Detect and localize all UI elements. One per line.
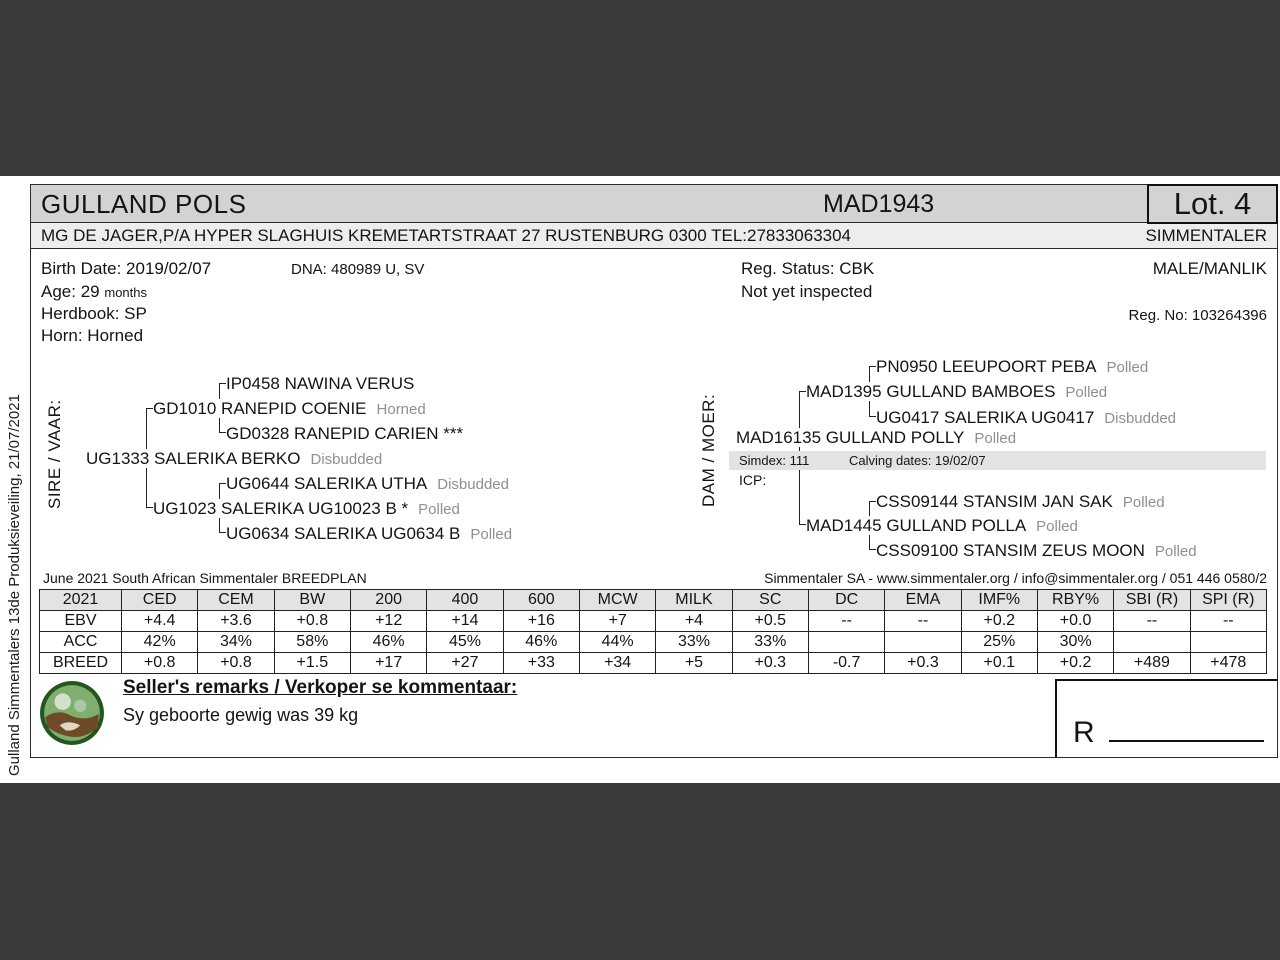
remarks-heading: Seller's remarks / Verkoper se kommentaar: <box>123 677 518 698</box>
sire-dam <box>153 496 464 521</box>
sire-maternal-granddam <box>226 521 516 546</box>
horn-status-tag: Disbudded <box>1104 410 1180 427</box>
age-value: 29 <box>80 282 100 301</box>
breedplan-table <box>39 589 1267 674</box>
column-header: IMF% <box>961 590 1037 611</box>
dam-sire <box>806 379 1111 404</box>
cell: 33% <box>656 632 732 653</box>
horn-status-tag: Polled <box>1106 359 1152 376</box>
column-header: SC <box>732 590 808 611</box>
animal-name: GD0328 RANEPID CARIEN *** <box>226 424 467 443</box>
cell: 46% <box>350 632 426 653</box>
cell: +4.4 <box>122 611 198 632</box>
animal-name: PN0950 LEEUPOORT PEBA <box>876 357 1100 376</box>
calving-dates: Calving dates: 19/02/07 <box>849 453 986 468</box>
cell: 30% <box>1037 632 1113 653</box>
breed-name: SIMMENTALER <box>1145 225 1267 245</box>
cell: +1.5 <box>274 653 350 674</box>
animal-name: MAD1445 GULLAND POLLA <box>806 516 1030 535</box>
animal-id: MAD1943 <box>823 190 935 218</box>
column-header: 2021 <box>40 590 122 611</box>
table-header-row <box>40 590 1267 611</box>
cell: -- <box>808 611 884 632</box>
cell: +0.2 <box>1037 653 1113 674</box>
sire-label: SIRE / VAAR: <box>45 399 64 509</box>
sire-maternal-grandsire <box>226 471 513 496</box>
horn-status-tag: Polled <box>1155 543 1201 560</box>
column-header: SPI (R) <box>1190 590 1266 611</box>
horn-status-tag: Polled <box>1036 518 1082 535</box>
dam-dam <box>806 513 1082 538</box>
dna-info: DNA: 480989 U, SV <box>291 261 425 278</box>
cell <box>808 632 884 653</box>
column-header: SBI (R) <box>1114 590 1190 611</box>
cell: -- <box>1114 611 1190 632</box>
birth-date: Birth Date: 2019/02/07 <box>41 259 212 278</box>
remarks-text: Sy geboorte gewig was 39 kg <box>123 705 359 725</box>
column-header: CEM <box>198 590 274 611</box>
row-label: EBV <box>40 611 122 632</box>
table-row-breed <box>40 653 1267 674</box>
simdex-value: Simdex: 111 <box>739 453 810 468</box>
cell: +0.1 <box>961 653 1037 674</box>
horn-status-tag: Disbudded <box>437 476 513 493</box>
column-header: MCW <box>579 590 655 611</box>
sex: MALE/MANLIK <box>1152 259 1267 278</box>
cell: +0.0 <box>1037 611 1113 632</box>
herdbook: Herdbook: SP <box>41 304 147 323</box>
cell: +16 <box>503 611 579 632</box>
breedplan-title: June 2021 South African Simmentaler BREEDPLAN <box>43 570 367 586</box>
seller-bar <box>31 223 1277 249</box>
row-label: ACC <box>40 632 122 653</box>
price-currency-label: R <box>1073 716 1095 749</box>
horn-status-tag: Polled <box>974 430 1020 447</box>
cell: +17 <box>350 653 426 674</box>
cell: -- <box>1190 611 1266 632</box>
dam-paternal-grandsire <box>876 354 1152 379</box>
sire-paternal-grandsire <box>226 371 428 396</box>
table-row-acc <box>40 632 1267 653</box>
breedplan-caption <box>31 567 1277 589</box>
cell: 45% <box>427 632 503 653</box>
cell: -- <box>885 611 961 632</box>
lot-number-box <box>1147 184 1278 224</box>
reg-number: Reg. No: 103264396 <box>1128 307 1267 324</box>
catalog-page <box>0 176 1280 783</box>
column-header: BW <box>274 590 350 611</box>
column-header: 600 <box>503 590 579 611</box>
cell: 44% <box>579 632 655 653</box>
horn-status-tag: Polled <box>470 526 516 543</box>
animal-name: UG0417 SALERIKA UG0417 <box>876 408 1098 427</box>
cell: +0.8 <box>274 611 350 632</box>
cell: 34% <box>198 632 274 653</box>
sire-paternal-granddam <box>226 421 477 446</box>
lot-number: Lot. 4 <box>1173 186 1252 221</box>
lot-card <box>30 184 1278 758</box>
age-label: Age: <box>41 282 76 301</box>
horn-status-tag <box>473 426 477 443</box>
animal-info <box>31 249 1277 347</box>
horn-status-tag: Horned <box>377 401 430 418</box>
cell: +7 <box>579 611 655 632</box>
animal-name: MAD1395 GULLAND BAMBOES <box>806 382 1059 401</box>
cell: +27 <box>427 653 503 674</box>
horn-status: Horn: Horned <box>41 326 144 345</box>
cell: +0.8 <box>198 653 274 674</box>
animal-name: UG1333 SALERIKA BERKO <box>86 449 305 468</box>
cell: 25% <box>961 632 1037 653</box>
title-bar <box>31 185 1277 223</box>
cell: +478 <box>1190 653 1266 674</box>
dam-maternal-grandsire <box>876 489 1169 514</box>
animal-name: IP0458 NAWINA VERUS <box>226 374 418 393</box>
column-header: MILK <box>656 590 732 611</box>
horn-status-tag <box>424 376 428 393</box>
breedplan-table-wrap <box>31 589 1277 673</box>
dam-performance-band <box>729 451 1266 470</box>
cell: +489 <box>1114 653 1190 674</box>
row-label: BREED <box>40 653 122 674</box>
horn-status-tag: Polled <box>1065 384 1111 401</box>
age <box>41 282 147 302</box>
animal-name: CSS09144 STANSIM JAN SAK <box>876 492 1117 511</box>
horn-status-tag: Polled <box>1123 494 1169 511</box>
herd-name: GULLAND POLS <box>41 189 247 219</box>
table-row-ebv <box>40 611 1267 632</box>
cell: +14 <box>427 611 503 632</box>
column-header: 200 <box>350 590 426 611</box>
animal-name: UG0634 SALERIKA UG0634 B <box>226 524 464 543</box>
column-header: 400 <box>427 590 503 611</box>
remarks-section <box>31 673 1277 757</box>
seller-contact: MG DE JAGER,P/A HYPER SLAGHUIS KREMETARTSTRAAT 27 RUSTENBURG 0300 TEL:27833063304 <box>41 225 852 245</box>
animal-name: CSS09100 STANSIM ZEUS MOON <box>876 541 1149 560</box>
dam <box>736 427 1020 449</box>
breedplan-contact: Simmentaler SA - www.simmentaler.org / info@simmentaler.org / 051 446 0580/2 <box>764 570 1267 586</box>
cell: 46% <box>503 632 579 653</box>
cell: 42% <box>122 632 198 653</box>
cell: +0.3 <box>732 653 808 674</box>
column-header: CED <box>122 590 198 611</box>
animal-name: GD1010 RANEPID COENIE <box>153 399 371 418</box>
breeder-logo-icon <box>39 680 105 746</box>
cell <box>1114 632 1190 653</box>
column-header: DC <box>808 590 884 611</box>
dam-maternal-granddam <box>876 538 1201 563</box>
column-header: RBY% <box>1037 590 1113 611</box>
cell: +12 <box>350 611 426 632</box>
cell: +4 <box>656 611 732 632</box>
animal-name: MAD16135 GULLAND POLLY <box>736 428 968 447</box>
reg-status: Reg. Status: CBK <box>741 259 875 278</box>
age-unit: months <box>104 285 148 300</box>
cell: 58% <box>274 632 350 653</box>
sire <box>86 446 386 471</box>
inspection-status: Not yet inspected <box>741 282 873 301</box>
pedigree <box>31 347 1277 567</box>
cell: +5 <box>656 653 732 674</box>
sire-sire <box>153 396 430 421</box>
animal-name: UG0644 SALERIKA UTHA <box>226 474 431 493</box>
cell: +0.3 <box>885 653 961 674</box>
horn-status-tag: Disbudded <box>311 451 387 468</box>
side-vertical-text: Gulland Simmentalers 13de Produksieveiling, 21/07/2021 <box>6 394 23 776</box>
cell <box>1190 632 1266 653</box>
horn-status-tag: Polled <box>418 501 464 518</box>
cell: +33 <box>503 653 579 674</box>
price-box <box>1055 679 1278 758</box>
cell: 33% <box>732 632 808 653</box>
column-header: EMA <box>885 590 961 611</box>
animal-name: UG1023 SALERIKA UG10023 B * <box>153 499 412 518</box>
icp-value: ICP: <box>739 472 767 488</box>
cell: +0.8 <box>122 653 198 674</box>
cell: +0.2 <box>961 611 1037 632</box>
cell: +0.5 <box>732 611 808 632</box>
price-blank-line <box>1109 740 1264 742</box>
cell <box>885 632 961 653</box>
cell: -0.7 <box>808 653 884 674</box>
cell: +34 <box>579 653 655 674</box>
dam-label: DAM / MOER: <box>699 393 718 507</box>
cell: +3.6 <box>198 611 274 632</box>
